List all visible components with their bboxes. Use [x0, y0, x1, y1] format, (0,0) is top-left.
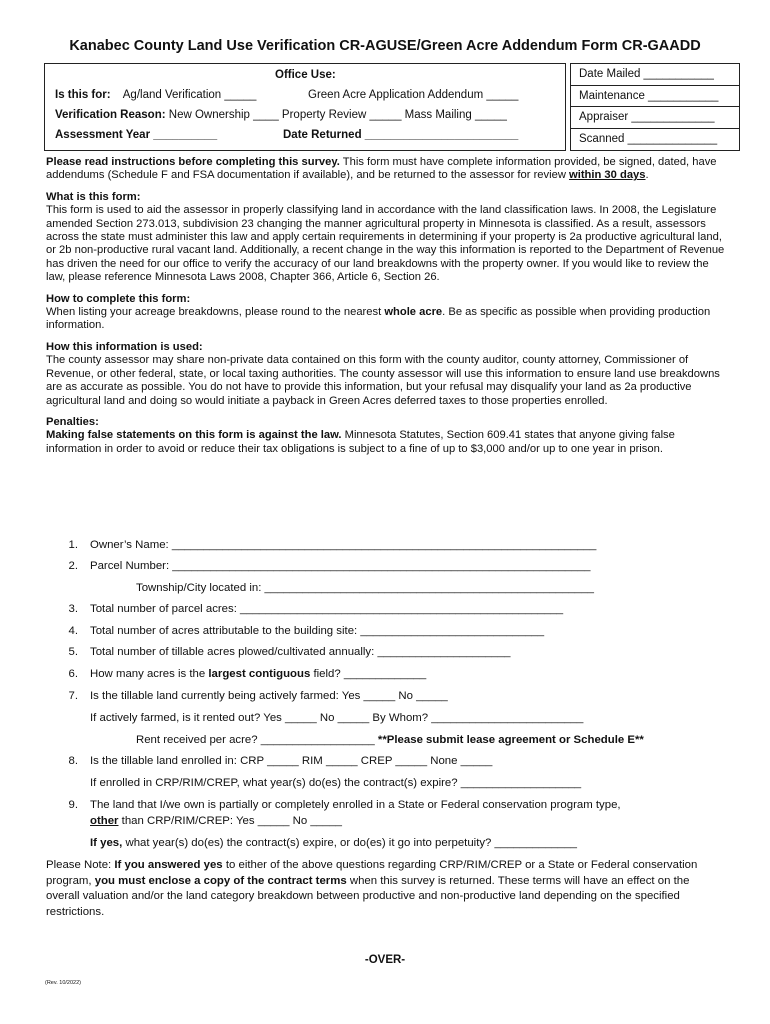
penalties-section: Penalties: Making false statements on this form is against the law. Minnesota Statutes, Section 609.41 states that anyone giving false information in order to avoid or reduce their tax obligations is subject to a fine of up to $3,000 and/or up to one year in prison. — [46, 415, 675, 455]
intro-paragraph: Please read instructions before completing this survey. This form must have complete information provided, be signed, dated, have addendums (Schedule F and FSA documentation if available), and be returned to the assessor for review within 30 days. — [46, 156, 717, 182]
owner-name-field: Owner’s Name: ___________________________________________________________________ — [90, 539, 597, 551]
q-number: 9. — [68, 799, 78, 811]
scanned: Scanned ______________ — [579, 132, 718, 145]
assessment-year: Assessment Year __________ — [55, 129, 218, 141]
instructions — [46, 156, 726, 464]
building-site-acres-field: Total number of acres attributable to the building site: _____________________________ — [90, 625, 545, 637]
please-note: Please Note: If you answered yes to either of the above questions regarding CRP/RIM/CREP or a State or Federal conservation program, you must enclose a copy of the contract terms when this survey is returned. These terms will have an effect on the overall valuation and/or the land category breakdown between productive and non-productive land depending on the specified restrictions. — [46, 859, 698, 918]
over-marker: -OVER- — [364, 954, 406, 966]
q-number: 5. — [68, 646, 78, 658]
verification-row — [55, 109, 507, 121]
conservation-program-question: The land that I/we own is partially or completely enrolled in a State or Federal conservation program type, — [90, 799, 621, 811]
contract-expire-question: If enrolled in CRP/RIM/CREP, what year(s) do(es) the contract(s) expire? ___________________ — [90, 777, 582, 789]
maintenance: Maintenance ___________ — [571, 86, 739, 108]
largest-field-question: How many acres is the largest contiguous field? _____________ — [90, 668, 427, 680]
office-use-box — [44, 63, 566, 151]
office-use-heading: Office Use: — [275, 69, 336, 81]
revision-note: (Rev. 10/2022) — [45, 980, 81, 986]
rent-per-acre-question: Rent received per acre? __________________ **Please submit lease agreement or Schedule E** — [136, 734, 644, 746]
is-this-for-row — [55, 89, 256, 101]
property-review-option: Property Review _____ — [281, 109, 402, 121]
q-number: 2. — [68, 560, 78, 572]
parcel-number-field: Parcel Number: __________________________________________________________________ — [90, 560, 591, 572]
enrolled-program-question: Is the tillable land enrolled in: CRP _____ RIM _____ CREP _____ None _____ — [90, 755, 493, 767]
q-number: 3. — [68, 603, 78, 615]
mass-mailing-option: Mass Mailing _____ — [404, 109, 507, 121]
is-this-for-label: Is this for: — [55, 89, 111, 101]
appraiser: Appraiser _____________ — [571, 107, 739, 129]
q-number: 4. — [68, 625, 78, 637]
ag-land-option: Ag/land Verification _____ — [122, 89, 257, 101]
office-side-box — [570, 63, 740, 151]
q-number: 6. — [68, 668, 78, 680]
tillable-acres-field: Total number of tillable acres plowed/cultivated annually: _____________________ — [90, 646, 511, 658]
used-section: How this information is used: The county assessor may share non-private data contained on this form with the county auditor, county attorney, Commissioner of Revenue, or other federal, state, or local taxing authorities. The county assessor will use this information to ensure land use breakdowns are as accurate as possible. You do not have to provide this information, but your refusal may disqualify your land as 2a productive agricultural land and doing so would initiate a payback in Green Acres deferred taxes to those properties enrolled. — [46, 340, 720, 407]
date-returned: Date Returned ________________________ — [283, 129, 519, 141]
actively-farmed-question: Is the tillable land currently being actively farmed: Yes _____ No _____ — [90, 690, 448, 702]
q-number: 7. — [68, 690, 78, 702]
form-title: Kanabec County Land Use Verification CR-AGUSE/Green Acre Addendum Form CR-GAADD — [69, 38, 701, 54]
q-number: 1. — [68, 539, 78, 551]
how-section: How to complete this form: When listing your acreage breakdowns, please round to the nearest whole acre. Be as specific as possible when providing production information. — [46, 292, 711, 332]
if-yes-question: If yes, what year(s) do(es) the contract(s) expire, or do(es) it go into perpetuity? _____________ — [90, 837, 577, 849]
township-field: Township/City located in: ____________________________________________________ — [136, 582, 594, 594]
q-number: 8. — [68, 755, 78, 767]
conservation-other-line: other than CRP/RIM/CREP: Yes _____ No _____ — [90, 815, 342, 827]
new-ownership-option: New Ownership ____ — [168, 109, 279, 121]
green-acre-option: Green Acre Application Addendum _____ — [308, 89, 519, 101]
verification-label: Verification Reason: — [55, 109, 166, 121]
rented-out-question: If actively farmed, is it rented out? Yes _____ No _____ By Whom? ________________________ — [90, 712, 584, 724]
date-mailed: Date Mailed ___________ — [571, 64, 739, 86]
what-section: What is this form: This form is used to aid the assessor in properly classifying land in accordance with the land classification laws. In 2008, the Legislature amended Section 273.013, subdivision 23 changing the manner agricultural property in Minnesota is classified. As a result, assessors across the state must administer this law and apply certain requirements in determining if your property is 2a productive agricultural land, or 2b non-productive rural vacant land. Additionally, a recent change in the way this information is reported to the Department of Revenue has driven the need for our office to verify the accuracy of our land breakdowns with the property owner. If you would like to review the law, please reference Minnesota Laws 2008, Chapter 366, Article 6, Section 26. — [46, 190, 725, 284]
parcel-acres-field: Total number of parcel acres: ___________________________________________________ — [90, 603, 564, 615]
